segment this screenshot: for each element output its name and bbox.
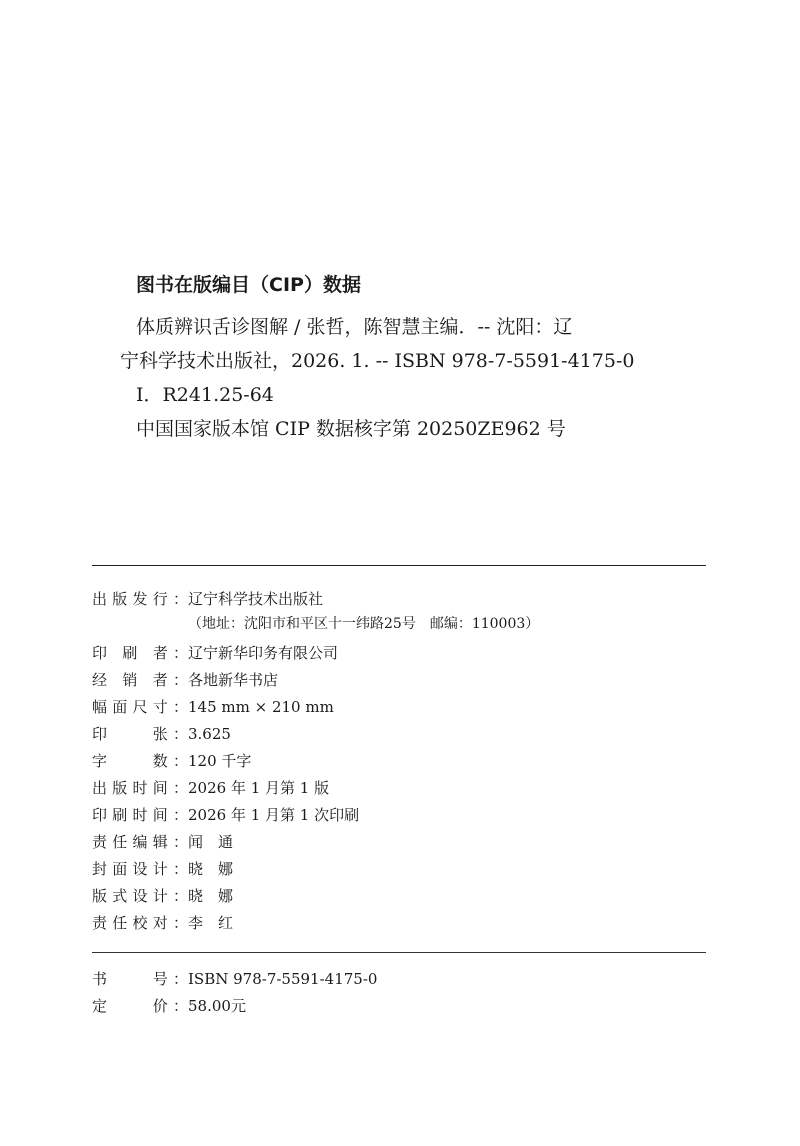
value-word-count: 120 千字 [188,752,252,770]
value-layout-design: 晓 娜 [188,887,234,905]
label-book-number: 书 号： [92,970,188,988]
label-proofreader: 责任校对： [92,914,188,932]
row-format-size [92,696,334,718]
row-publisher [92,588,323,610]
value-print-time: 2026 年 1 月第 1 次印刷 [188,806,360,824]
divider-top [92,565,706,566]
label-price: 定 价： [92,997,188,1015]
label-distributor: 经 销 者： [92,671,188,689]
row-proofreader [92,912,233,934]
row-sheets [92,723,231,745]
value-book-number: ISBN 978-7-5591-4175-0 [188,970,378,988]
cip-line-4: 中国国家版本馆 CIP 数据核字第 20250ZE962 号 [136,418,566,440]
row-print-time [92,804,359,826]
divider-bottom [92,952,706,953]
value-publish-time: 2026 年 1 月第 1 版 [188,779,330,797]
row-address [188,613,539,635]
row-layout-design [92,885,233,907]
value-distributor: 各地新华书店 [188,671,279,689]
label-printer: 印 刷 者： [92,644,188,662]
label-editor: 责任编辑： [92,833,188,851]
cip-line-1: 体质辨识舌诊图解 / 张哲，陈智慧主编．-- 沈阳：辽 [136,316,573,338]
value-format-size: 145 mm × 210 mm [188,698,334,716]
label-cover-design: 封面设计： [92,860,188,878]
cip-line-2: 宁科学技术出版社，2026. 1. -- ISBN 978-7-5591-4175-0 [120,350,635,372]
label-publisher: 出版发行： [92,590,188,608]
row-publish-time [92,777,329,799]
label-sheets: 印 张： [92,725,188,743]
label-print-time: 印刷时间： [92,806,188,824]
value-sheets: 3.625 [188,725,231,743]
cip-line-3: Ⅰ．R241.25-64 [136,384,274,406]
value-price: 58.00元 [188,997,246,1015]
row-word-count [92,750,251,772]
value-proofreader: 李 红 [188,914,234,932]
row-price [92,995,246,1017]
label-publish-time: 出版时间： [92,779,188,797]
label-format-size: 幅面尺寸： [92,698,188,716]
value-printer: 辽宁新华印务有限公司 [188,644,339,662]
row-cover-design [92,858,233,880]
row-editor [92,831,233,853]
value-cover-design: 晓 娜 [188,860,234,878]
value-publisher: 辽宁科学技术出版社 [188,590,324,608]
label-word-count: 字 数： [92,752,188,770]
value-editor: 闻 通 [188,833,234,851]
row-printer [92,642,338,664]
label-layout-design: 版式设计： [92,887,188,905]
row-distributor [92,669,278,691]
row-book-number [92,968,377,990]
cip-title: 图书在版编目（CIP）数据 [136,274,361,296]
value-address: （地址：沈阳市和平区十一纬路25号 邮编：110003） [188,616,540,632]
